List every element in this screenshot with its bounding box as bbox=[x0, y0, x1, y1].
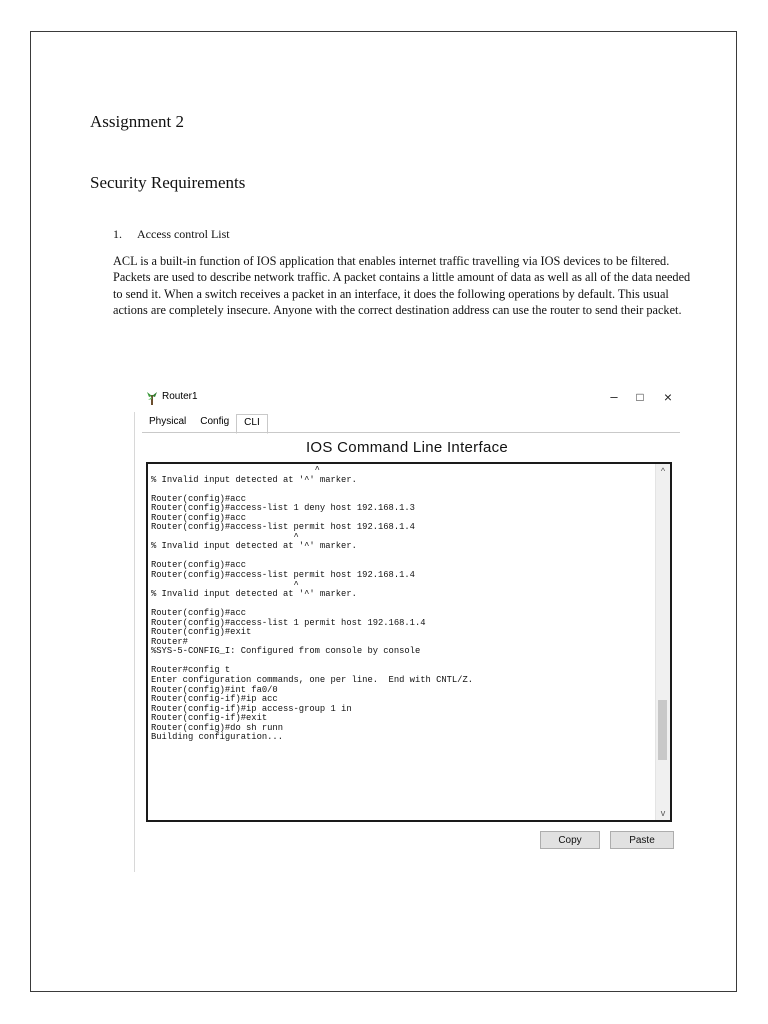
terminal-line: Router# bbox=[151, 636, 188, 647]
tab-physical[interactable]: Physical bbox=[149, 416, 187, 427]
copy-button[interactable]: Copy bbox=[540, 831, 600, 849]
terminal-line: Router(config)#access-list 1 deny host 192.168.1.3 bbox=[151, 503, 415, 514]
terminal-line: Router(config)#acc bbox=[151, 560, 247, 571]
terminal-line: Router(config-if)#ip access-group 1 in bbox=[151, 703, 352, 714]
tab-config[interactable]: Config bbox=[200, 416, 230, 427]
scroll-down-icon[interactable]: v bbox=[660, 808, 666, 818]
terminal-line: ^ bbox=[151, 465, 320, 475]
window-border bbox=[134, 412, 135, 872]
cli-terminal[interactable] bbox=[146, 462, 672, 822]
terminal-line: Router(config)#exit bbox=[151, 627, 252, 638]
terminal-line: Router#config t bbox=[151, 665, 231, 676]
terminal-line: %SYS-5-CONFIG_I: Configured from console by console bbox=[151, 646, 421, 657]
paste-button[interactable]: Paste bbox=[610, 831, 674, 849]
terminal-line: Enter configuration commands, one per line. End with CNTL/Z. bbox=[151, 675, 474, 686]
router-window-screenshot bbox=[134, 384, 680, 872]
terminal-line: % Invalid input detected at '^' marker. bbox=[151, 541, 357, 552]
maximize-icon[interactable]: □ bbox=[636, 390, 644, 404]
terminal-line: Router(config)#access-list permit host 192.168.1.4 bbox=[151, 522, 415, 533]
terminal-output bbox=[151, 466, 473, 743]
window-title: Router1 bbox=[162, 391, 198, 402]
list-item-acl bbox=[113, 227, 230, 242]
terminal-line: Router(config-if)#ip acc bbox=[151, 694, 278, 705]
terminal-line: % Invalid input detected at '^' marker. bbox=[151, 589, 357, 600]
close-icon[interactable]: × bbox=[663, 389, 673, 405]
scroll-up-icon[interactable]: ^ bbox=[660, 466, 666, 476]
cli-title: IOS Command Line Interface bbox=[305, 439, 509, 456]
router-app-icon bbox=[146, 391, 158, 405]
tab-cli[interactable]: CLI bbox=[236, 414, 268, 434]
terminal-line: Router(config)#acc bbox=[151, 608, 247, 619]
tab-bar bbox=[142, 414, 268, 432]
tab-divider bbox=[142, 432, 680, 433]
terminal-line: Router(config)#access-list permit host 192.168.1.4 bbox=[151, 570, 415, 581]
document-title: Assignment 2 bbox=[90, 112, 184, 131]
list-item-label: Access control List bbox=[137, 227, 230, 241]
terminal-line: ^ bbox=[151, 579, 299, 590]
terminal-line: Router(config)#acc bbox=[151, 493, 247, 504]
scroll-thumb[interactable] bbox=[658, 700, 667, 760]
minimize-icon[interactable]: – bbox=[610, 389, 618, 404]
terminal-scrollbar[interactable] bbox=[655, 464, 670, 820]
window-titlebar bbox=[134, 384, 680, 412]
acl-paragraph: ACL is a built-in function of IOS application that enables internet traffic travelling via IOS devices to be filtered. Packets are used to describe network traffic. A packet contains a little amount of data as well as all of the data needed to send it. When a switch receives a packet in an interface, it does the following operations by default. This usual actions are completely insecure. Anyone with the correct destination address can use the router to send their packet. bbox=[113, 254, 691, 318]
terminal-line: Router(config-if)#exit bbox=[151, 713, 268, 724]
terminal-line: Building configuration... bbox=[151, 732, 283, 743]
section-title: Security Requirements bbox=[90, 173, 246, 192]
terminal-line: Router(config)#do sh runn bbox=[151, 722, 283, 733]
terminal-line: ^ bbox=[151, 531, 299, 542]
terminal-line: Router(config)#acc bbox=[151, 512, 247, 523]
terminal-line: % Invalid input detected at '^' marker. bbox=[151, 474, 357, 485]
terminal-line: Router(config)#access-list 1 permit host 192.168.1.4 bbox=[151, 617, 426, 628]
list-item-number: 1. bbox=[113, 227, 122, 241]
terminal-line: Router(config)#int fa0/0 bbox=[151, 684, 278, 695]
